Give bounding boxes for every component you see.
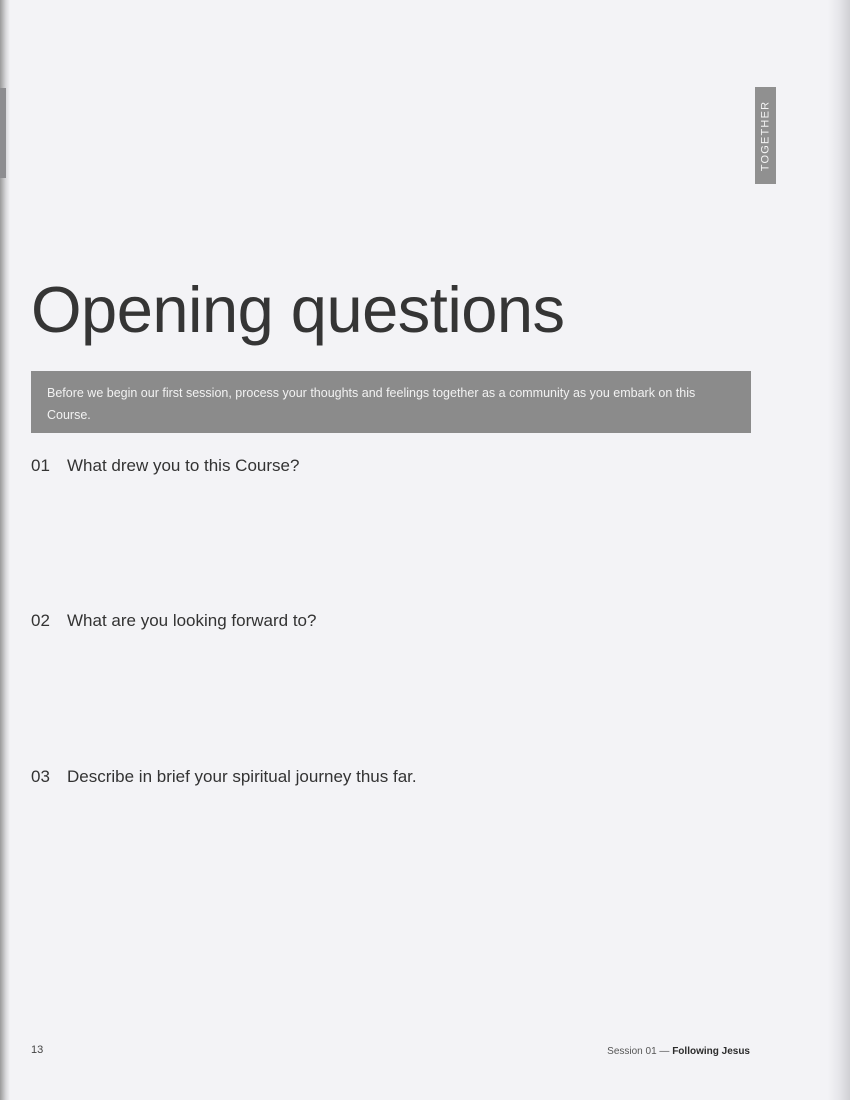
section-side-tab-label: TOGETHER (759, 100, 772, 171)
section-side-tab (755, 87, 776, 184)
question-number: 02 (31, 611, 50, 630)
question-number: 01 (31, 456, 50, 475)
question-number: 03 (31, 767, 50, 786)
question-text: What drew you to this Course? (67, 456, 300, 475)
intro-text: Before we begin our first session, process your thoughts and feelings together as a community as you embark on this Course. (47, 386, 696, 422)
question-1 (31, 456, 299, 476)
footer-separator: — (659, 1046, 670, 1057)
intro-box (31, 371, 751, 433)
page-title: Opening questions (31, 273, 565, 346)
question-3 (31, 767, 417, 787)
footer-session-topic: Following Jesus (672, 1046, 750, 1057)
question-text: Describe in brief your spiritual journey thus far. (67, 767, 417, 786)
question-2 (31, 611, 316, 631)
question-text: What are you looking forward to? (67, 611, 317, 630)
page-number: 13 (31, 1044, 44, 1056)
footer-session-info (607, 1046, 750, 1057)
footer-session-label: Session 01 (607, 1046, 657, 1057)
left-edge-mark (0, 88, 6, 178)
page-right-shadow (828, 0, 850, 1100)
